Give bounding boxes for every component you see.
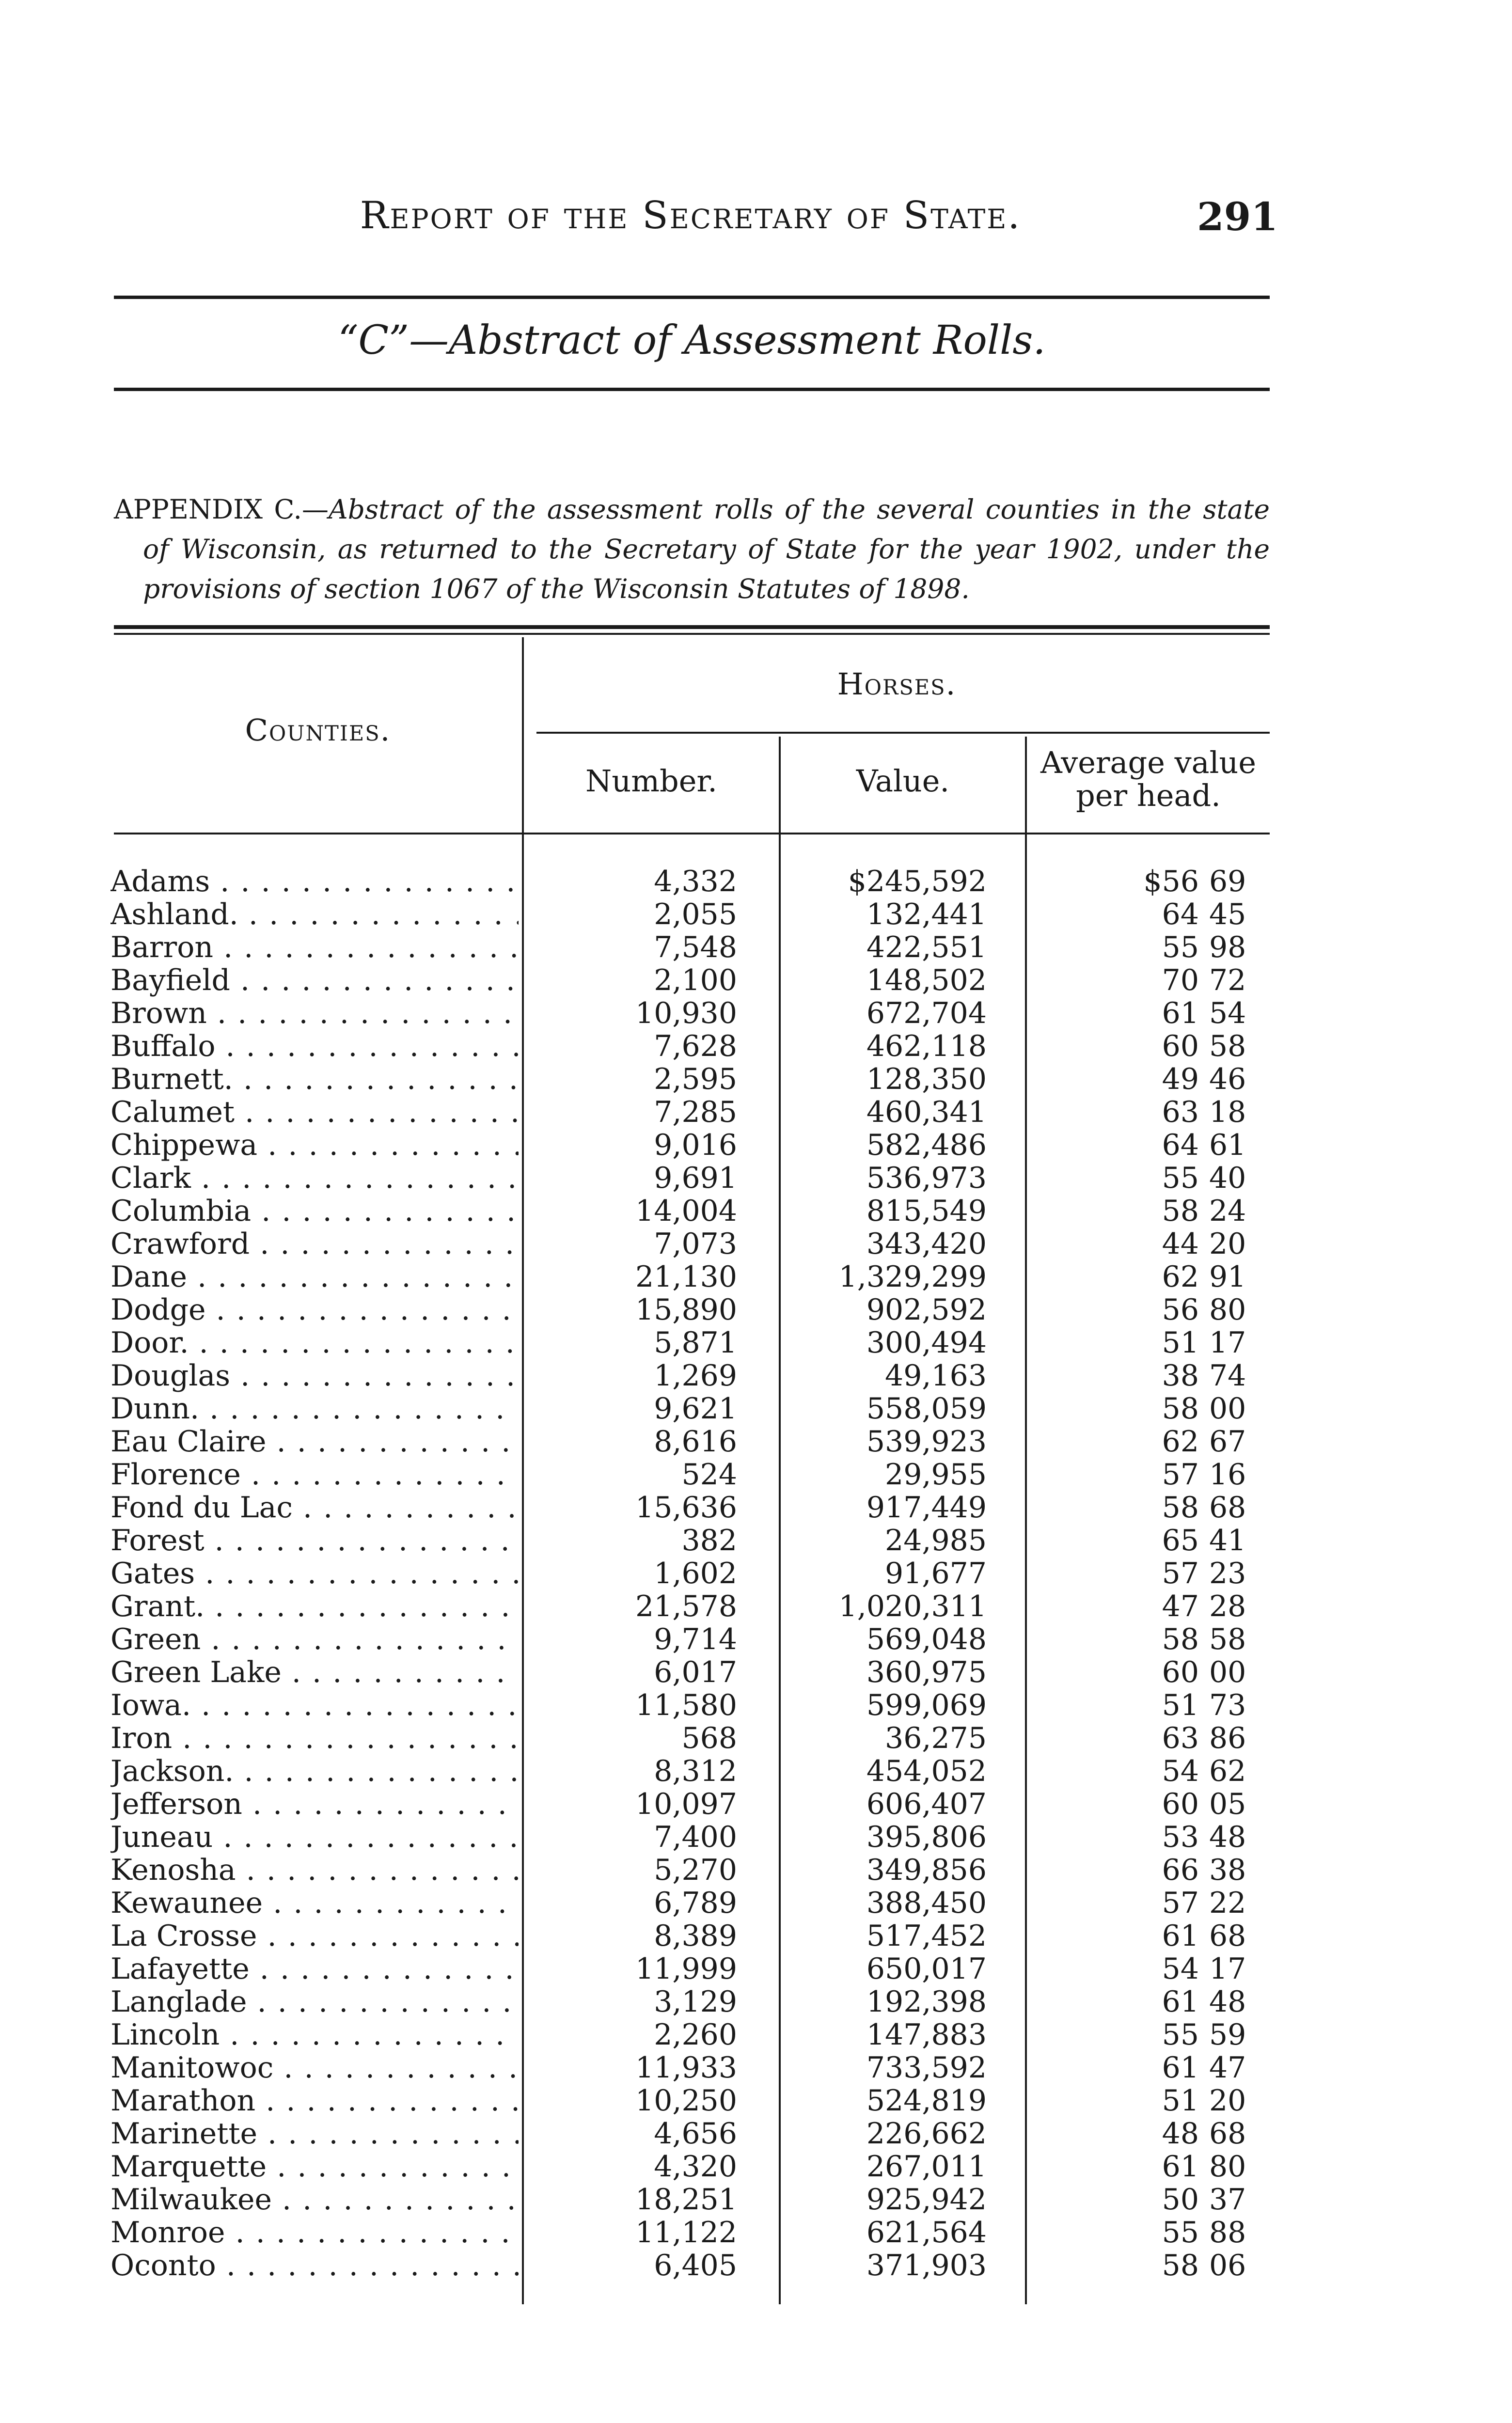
county-cell: Fond du Lac . . . <box>110 1491 519 1524</box>
average-cents-cell: 17 <box>1209 1952 1246 1986</box>
average-cents-cell: 72 <box>1209 963 1246 997</box>
average-cents-cell: 00 <box>1209 1655 1246 1689</box>
average-dollars-cell: 57 <box>1162 1458 1199 1492</box>
average-cents-cell: 20 <box>1209 2084 1246 2118</box>
county-cell: Iron . . . <box>110 1722 519 1755</box>
table-row <box>0 997 1512 1030</box>
county-cell: Kewaunee . . . <box>110 1887 519 1920</box>
table-row <box>0 1227 1512 1260</box>
table-row <box>0 1887 1512 1920</box>
average-cents-cell: 38 <box>1209 1853 1246 1887</box>
county-cell: Door. . . . <box>110 1326 519 1359</box>
county-cell: La Crosse . . . <box>110 1920 519 1952</box>
average-value-column-header: Average value per head. <box>1040 745 1257 813</box>
number-cell: 568 <box>681 1721 737 1755</box>
average-dollars-cell: 55 <box>1162 2216 1199 2250</box>
county-cell: Manitowoc . . . <box>110 2051 519 2084</box>
value-cell: 672,704 <box>866 996 987 1030</box>
average-dollars-cell: 51 <box>1162 2084 1199 2118</box>
number-cell: 18,251 <box>635 2183 737 2217</box>
number-cell: 14,004 <box>635 1194 737 1228</box>
number-cell: 6,017 <box>654 1655 737 1689</box>
county-cell: Kenosha . . . <box>110 1854 519 1887</box>
value-cell: 49,163 <box>885 1359 987 1393</box>
average-dollars-cell: 51 <box>1162 1326 1199 1360</box>
average-dollars-cell: 61 <box>1162 1919 1199 1953</box>
table-row <box>0 1458 1512 1491</box>
value-cell: 902,592 <box>866 1293 987 1327</box>
table-row <box>0 2018 1512 2051</box>
number-cell: 4,656 <box>654 2117 737 2151</box>
average-dollars-cell: 56 <box>1162 1293 1199 1327</box>
average-cents-cell: 98 <box>1209 930 1246 964</box>
header-bottom-rule <box>114 833 1270 834</box>
average-dollars-cell: 44 <box>1162 1227 1199 1261</box>
table-row <box>0 2051 1512 2084</box>
average-cents-cell: 58 <box>1209 1622 1246 1656</box>
average-cents-cell: 20 <box>1209 1227 1246 1261</box>
county-cell: Green Lake . . . <box>110 1656 519 1689</box>
table-row <box>0 1656 1512 1689</box>
average-dollars-cell: 60 <box>1162 1787 1199 1821</box>
table-row <box>0 2084 1512 2117</box>
average-dollars-cell: 58 <box>1162 1622 1199 1656</box>
number-cell: 15,890 <box>635 1293 737 1327</box>
value-cell: 132,441 <box>866 897 987 931</box>
average-cents-cell: 46 <box>1209 1062 1246 1096</box>
table-body <box>0 865 1512 2282</box>
value-cell: 517,452 <box>866 1919 987 1953</box>
number-cell: 524 <box>681 1458 737 1492</box>
average-cents-cell: 54 <box>1209 996 1246 1030</box>
number-cell: 7,400 <box>654 1820 737 1854</box>
table-row <box>0 1590 1512 1623</box>
number-cell: 10,097 <box>635 1787 737 1821</box>
number-cell: 7,073 <box>654 1227 737 1261</box>
average-cents-cell: 67 <box>1209 1425 1246 1459</box>
average-cents-cell: 23 <box>1209 1557 1246 1590</box>
average-dollars-cell: 58 <box>1162 1491 1199 1525</box>
number-cell: 1,269 <box>654 1359 737 1393</box>
county-cell: Dunn. . . . <box>110 1392 519 1425</box>
value-cell: 1,329,299 <box>838 1260 987 1294</box>
average-cents-cell: 58 <box>1209 1029 1246 1063</box>
average-cents-cell: 48 <box>1209 1985 1246 2019</box>
average-dollars-cell: 60 <box>1162 1029 1199 1063</box>
number-cell: 4,332 <box>654 865 737 898</box>
number-cell: 21,130 <box>635 1260 737 1294</box>
average-cents-cell: 61 <box>1209 1128 1246 1162</box>
table-row <box>0 1425 1512 1458</box>
value-cell: 650,017 <box>866 1952 987 1986</box>
average-cents-cell: 68 <box>1209 1919 1246 1953</box>
average-dollars-cell: 55 <box>1162 2018 1199 2052</box>
average-cents-cell: 05 <box>1209 1787 1246 1821</box>
average-dollars-cell: 57 <box>1162 1886 1199 1920</box>
average-dollars-cell: 51 <box>1162 1688 1199 1722</box>
average-cents-cell: 24 <box>1209 1194 1246 1228</box>
number-cell: 9,016 <box>654 1128 737 1162</box>
average-dollars-cell: 58 <box>1162 1194 1199 1228</box>
value-cell: 148,502 <box>866 963 987 997</box>
number-cell: 11,580 <box>635 1688 737 1722</box>
number-cell: 2,055 <box>654 897 737 931</box>
table-row <box>0 1722 1512 1755</box>
average-dollars-cell: 61 <box>1162 2150 1199 2184</box>
value-cell: 925,942 <box>866 2183 987 2217</box>
number-cell: 8,389 <box>654 1919 737 1953</box>
county-cell: Brown . . . <box>110 997 519 1030</box>
county-cell: Marathon . . . <box>110 2084 519 2117</box>
county-cell: Marinette . . . <box>110 2117 519 2150</box>
county-cell: Adams . . . <box>110 865 519 898</box>
counties-column-header: Counties. <box>245 712 391 748</box>
average-dollars-cell: 60 <box>1162 1655 1199 1689</box>
average-dollars-cell: 38 <box>1162 1359 1199 1393</box>
county-cell: Clark . . . <box>110 1162 519 1195</box>
appendix-lead: APPENDIX C.— <box>114 494 329 525</box>
value-cell: 621,564 <box>866 2216 987 2250</box>
county-cell: Lincoln . . . <box>110 2018 519 2051</box>
table-row <box>0 2117 1512 2150</box>
value-cell: 29,955 <box>885 1458 987 1492</box>
average-dollars-cell: 49 <box>1162 1062 1199 1096</box>
county-cell: Eau Claire . . . <box>110 1425 519 1458</box>
county-cell: Dane . . . <box>110 1260 519 1293</box>
number-cell: 382 <box>681 1524 737 1558</box>
average-cents-cell: 06 <box>1209 2249 1246 2282</box>
average-dollars-cell: 61 <box>1162 1985 1199 2019</box>
average-dollars-cell: 50 <box>1162 2183 1199 2217</box>
value-cell: 558,059 <box>866 1392 987 1426</box>
county-cell: Dodge . . . <box>110 1293 519 1326</box>
value-cell: 733,592 <box>866 2051 987 2085</box>
average-cents-cell: 48 <box>1209 1820 1246 1854</box>
value-cell: 395,806 <box>866 1820 987 1854</box>
table-row <box>0 1359 1512 1392</box>
county-cell: Douglas . . . <box>110 1359 519 1392</box>
value-cell: 388,450 <box>866 1886 987 1920</box>
table-row <box>0 1788 1512 1821</box>
value-cell: 36,275 <box>885 1721 987 1755</box>
average-cents-cell: 18 <box>1209 1095 1246 1129</box>
number-cell: 5,871 <box>654 1326 737 1360</box>
table-row <box>0 1326 1512 1359</box>
table-row <box>0 1821 1512 1854</box>
value-cell: 226,662 <box>866 2117 987 2151</box>
average-cents-cell: 22 <box>1209 1886 1246 1920</box>
value-cell: 371,903 <box>866 2249 987 2282</box>
section-subtitle: “C”—Abstract of Assessment Rolls. <box>338 317 1046 363</box>
number-cell: 8,312 <box>654 1754 737 1788</box>
value-cell: 24,985 <box>885 1524 987 1558</box>
average-cents-cell: 80 <box>1209 1293 1246 1327</box>
average-cents-cell: 68 <box>1209 2117 1246 2151</box>
average-cents-cell: 91 <box>1209 1260 1246 1294</box>
table-row <box>0 931 1512 964</box>
county-cell: Ashland. . . . <box>110 898 519 931</box>
number-cell: 7,285 <box>654 1095 737 1129</box>
county-cell: Forest . . . <box>110 1524 519 1557</box>
top-rule <box>114 296 1270 299</box>
table-row <box>0 1952 1512 1985</box>
average-dollars-cell: 53 <box>1162 1820 1199 1854</box>
table-row <box>0 1129 1512 1162</box>
table-row <box>0 2249 1512 2282</box>
appendix-text: Abstract of the assessment rolls of the several counties in the state of Wisconsin, as returned to the Secretary of State for the year 1902, under the provisions of section 1067 of the Wisconsin Statutes of 1898. <box>143 494 1270 604</box>
table-row <box>0 1162 1512 1195</box>
average-dollars-cell: 63 <box>1162 1095 1199 1129</box>
average-dollars-cell: 63 <box>1162 1721 1199 1755</box>
value-cell: 539,923 <box>866 1425 987 1459</box>
county-cell: Barron . . . <box>110 931 519 964</box>
number-cell: 10,930 <box>635 996 737 1030</box>
county-cell: Florence . . . <box>110 1458 519 1491</box>
value-cell: 599,069 <box>866 1688 987 1722</box>
number-cell: 9,621 <box>654 1392 737 1426</box>
table-row <box>0 1557 1512 1590</box>
number-cell: 5,270 <box>654 1853 737 1887</box>
average-cents-cell: 74 <box>1209 1359 1246 1393</box>
average-cents-cell: 00 <box>1209 1392 1246 1426</box>
table-row <box>0 1392 1512 1425</box>
average-dollars-cell: 62 <box>1162 1425 1199 1459</box>
appendix-caption <box>114 489 1270 609</box>
value-cell: 300,494 <box>866 1326 987 1360</box>
value-cell: 524,819 <box>866 2084 987 2118</box>
table-row <box>0 1260 1512 1293</box>
county-cell: Buffalo . . . <box>110 1030 519 1063</box>
average-cents-cell: 45 <box>1209 897 1246 931</box>
average-cents-cell: 37 <box>1209 2183 1246 2217</box>
value-cell: 606,407 <box>866 1787 987 1821</box>
average-cents-cell: 73 <box>1209 1688 1246 1722</box>
average-cents-cell: 40 <box>1209 1161 1246 1195</box>
average-dollars-cell: 55 <box>1162 930 1199 964</box>
value-cell: 192,398 <box>866 1985 987 2019</box>
county-cell: Burnett. . . . <box>110 1063 519 1096</box>
table-row <box>0 1854 1512 1887</box>
number-cell: 1,602 <box>654 1557 737 1590</box>
value-cell: 349,856 <box>866 1853 987 1887</box>
value-column-header: Value. <box>856 763 950 799</box>
county-cell: Columbia . . . <box>110 1195 519 1227</box>
table-row <box>0 1195 1512 1227</box>
average-cents-cell: 41 <box>1209 1524 1246 1558</box>
average-dollars-cell: 61 <box>1162 2051 1199 2085</box>
table-row <box>0 2216 1512 2249</box>
value-cell: 460,341 <box>866 1095 987 1129</box>
average-dollars-cell: 62 <box>1162 1260 1199 1294</box>
average-dollars-cell: $56 <box>1143 865 1199 898</box>
average-dollars-cell: 54 <box>1162 1952 1199 1986</box>
average-cents-cell: 68 <box>1209 1491 1246 1525</box>
table-row <box>0 1293 1512 1326</box>
table-row <box>0 2150 1512 2183</box>
average-cents-cell: 17 <box>1209 1326 1246 1360</box>
number-cell: 2,100 <box>654 963 737 997</box>
number-cell: 3,129 <box>654 1985 737 2019</box>
county-cell: Calumet . . . <box>110 1096 519 1129</box>
number-cell: 7,628 <box>654 1029 737 1063</box>
table-row <box>0 1524 1512 1557</box>
value-cell: 536,973 <box>866 1161 987 1195</box>
table-row <box>0 964 1512 997</box>
number-cell: 15,636 <box>635 1491 737 1525</box>
value-cell: 462,118 <box>866 1029 987 1063</box>
county-cell: Juneau . . . <box>110 1821 519 1854</box>
value-cell: 360,975 <box>866 1655 987 1689</box>
table-row <box>0 865 1512 898</box>
value-cell: $245,592 <box>848 865 987 898</box>
number-cell: 9,691 <box>654 1161 737 1195</box>
value-cell: 1,020,311 <box>838 1589 987 1623</box>
number-cell: 9,714 <box>654 1622 737 1656</box>
average-cents-cell: 47 <box>1209 2051 1246 2085</box>
number-cell: 6,789 <box>654 1886 737 1920</box>
number-cell: 11,999 <box>635 1952 737 1986</box>
number-cell: 10,250 <box>635 2084 737 2118</box>
value-cell: 569,048 <box>866 1622 987 1656</box>
county-cell: Langlade . . . <box>110 1985 519 2018</box>
average-dollars-cell: 66 <box>1162 1853 1199 1887</box>
table-row <box>0 1096 1512 1129</box>
number-cell: 4,320 <box>654 2150 737 2184</box>
average-cents-cell: 59 <box>1209 2018 1246 2052</box>
county-cell: Lafayette . . . <box>110 1952 519 1985</box>
table-row <box>0 1063 1512 1096</box>
table-row <box>0 898 1512 931</box>
number-cell: 2,260 <box>654 2018 737 2052</box>
table-row <box>0 1623 1512 1656</box>
value-cell: 582,486 <box>866 1128 987 1162</box>
average-cents-cell: 86 <box>1209 1721 1246 1755</box>
county-cell: Monroe . . . <box>110 2216 519 2249</box>
average-cents-cell: 80 <box>1209 2150 1246 2184</box>
average-dollars-cell: 47 <box>1162 1589 1199 1623</box>
county-cell: Iowa. . . . <box>110 1689 519 1722</box>
county-cell: Grant. . . . <box>110 1590 519 1623</box>
average-cents-cell: 88 <box>1209 2216 1246 2250</box>
subtitle-rule <box>114 388 1270 391</box>
table-row <box>0 1755 1512 1788</box>
average-dollars-cell: 58 <box>1162 2249 1199 2282</box>
average-dollars-cell: 55 <box>1162 1161 1199 1195</box>
table-top-rule-inner <box>114 633 1270 635</box>
table-top-rule <box>114 625 1270 629</box>
average-dollars-cell: 65 <box>1162 1524 1199 1558</box>
average-cents-cell: 16 <box>1209 1458 1246 1492</box>
value-cell: 91,677 <box>885 1557 987 1590</box>
value-cell: 422,551 <box>866 930 987 964</box>
average-dollars-cell: 61 <box>1162 996 1199 1030</box>
table-row <box>0 1491 1512 1524</box>
county-cell: Oconto . . . <box>110 2249 519 2282</box>
running-title: Report of the Secretary of State. <box>360 194 1022 237</box>
average-cents-cell: 28 <box>1209 1589 1246 1623</box>
county-cell: Chippewa . . . <box>110 1129 519 1162</box>
horses-group-header: Horses. <box>837 666 957 702</box>
value-cell: 343,420 <box>866 1227 987 1261</box>
average-cents-cell: 62 <box>1209 1754 1246 1788</box>
number-cell: 2,595 <box>654 1062 737 1096</box>
number-cell: 7,548 <box>654 930 737 964</box>
average-cents-cell: 69 <box>1209 865 1246 898</box>
county-cell: Jefferson . . . <box>110 1788 519 1821</box>
average-dollars-cell: 58 <box>1162 1392 1199 1426</box>
value-cell: 128,350 <box>866 1062 987 1096</box>
number-column-header: Number. <box>585 763 717 799</box>
average-dollars-cell: 57 <box>1162 1557 1199 1590</box>
number-cell: 21,578 <box>635 1589 737 1623</box>
table-row <box>0 1985 1512 2018</box>
number-cell: 8,616 <box>654 1425 737 1459</box>
average-dollars-cell: 54 <box>1162 1754 1199 1788</box>
table-row <box>0 2183 1512 2216</box>
number-cell: 11,122 <box>635 2216 737 2250</box>
county-cell: Jackson. . . . <box>110 1755 519 1788</box>
value-cell: 917,449 <box>866 1491 987 1525</box>
county-cell: Marquette . . . <box>110 2150 519 2183</box>
value-cell: 147,883 <box>866 2018 987 2052</box>
number-cell: 6,405 <box>654 2249 737 2282</box>
average-dollars-cell: 48 <box>1162 2117 1199 2151</box>
average-dollars-cell: 70 <box>1162 963 1199 997</box>
table-row <box>0 1030 1512 1063</box>
page-number: 291 <box>1197 194 1278 239</box>
average-dollars-cell: 64 <box>1162 897 1199 931</box>
county-cell: Green . . . <box>110 1623 519 1656</box>
value-cell: 454,052 <box>866 1754 987 1788</box>
value-cell: 815,549 <box>866 1194 987 1228</box>
group-header-rule <box>536 732 1270 734</box>
county-cell: Bayfield . . . <box>110 964 519 997</box>
value-cell: 267,011 <box>866 2150 987 2184</box>
county-cell: Milwaukee . . . <box>110 2183 519 2216</box>
number-cell: 11,933 <box>635 2051 737 2085</box>
table-row <box>0 1920 1512 1952</box>
county-cell: Gates . . . <box>110 1557 519 1590</box>
county-cell: Crawford . . . <box>110 1227 519 1260</box>
average-dollars-cell: 64 <box>1162 1128 1199 1162</box>
table-row <box>0 1689 1512 1722</box>
